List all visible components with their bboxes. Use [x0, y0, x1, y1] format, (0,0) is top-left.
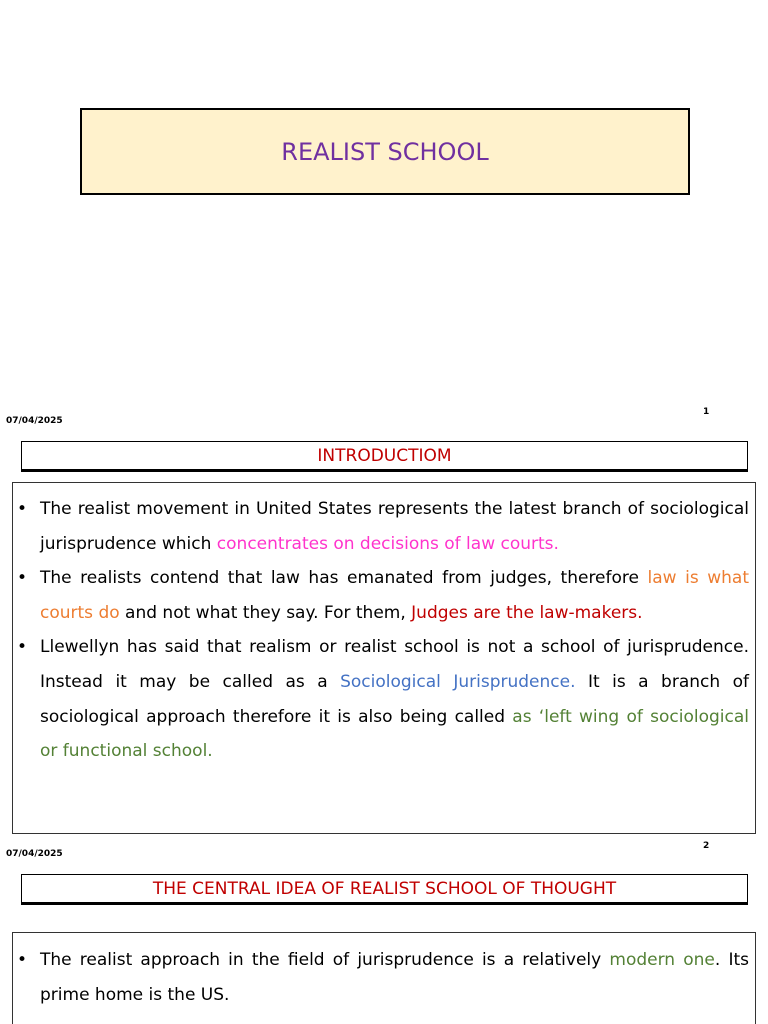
slide-1: [0, 0, 768, 432]
slide-2: [0, 432, 768, 864]
highlight-text: concentrates on decisions of law courts.: [216, 533, 559, 554]
bullet-icon: •: [17, 950, 28, 970]
slide-date: 07/04/2025: [6, 849, 63, 859]
bullet-icon: •: [17, 568, 28, 589]
bullet-icon: •: [17, 637, 28, 658]
highlight-text: Judges are the law-makers.: [411, 602, 643, 623]
section-heading: [21, 441, 748, 470]
list-item: • The realist movement in United States represents the latest branch of sociological jurisprudence which concentrates on decisions of law courts.: [13, 492, 755, 561]
highlight-text: as ‘left wing of sociological or functional school.: [40, 706, 749, 762]
slide-title: REALIST SCHOOL: [281, 137, 489, 166]
title-box: [80, 108, 690, 195]
highlight-text: modern one: [609, 950, 715, 970]
content-box: [12, 932, 756, 1024]
list-item: • The realist approach in the field of jurisprudence is a relatively modern one. Its prime home is the US.: [13, 943, 755, 1012]
page-number: 1: [703, 407, 710, 417]
list-item: • Llewellyn has said that realism or realist school is not a school of jurisprudence. Instead it may be called as a Sociological Jurisprudence. It is a branch of sociological approach therefore it is also being called as ‘left wing of sociological or functional school.: [13, 630, 755, 768]
highlight-text: law is what courts do: [40, 568, 750, 623]
section-heading: [21, 874, 748, 903]
content-box: [12, 482, 756, 834]
bullet-icon: •: [17, 499, 28, 519]
bullet-list: [13, 943, 755, 1012]
heading-text: THE CENTRAL IDEA OF REALIST SCHOOL OF THOUGHT: [152, 878, 617, 899]
slide-3: [0, 864, 768, 1024]
heading-text: INTRODUCTIOM: [317, 445, 452, 466]
list-item: • The realists contend that law has emanated from judges, therefore law is what courts do and not what they say. For them, Judges are the law-makers.: [13, 561, 755, 630]
page-number: 2: [703, 841, 710, 851]
slide-date: 07/04/2025: [6, 416, 63, 426]
bullet-list: [13, 492, 755, 769]
highlight-text: Sociological Jurisprudence.: [340, 671, 576, 692]
